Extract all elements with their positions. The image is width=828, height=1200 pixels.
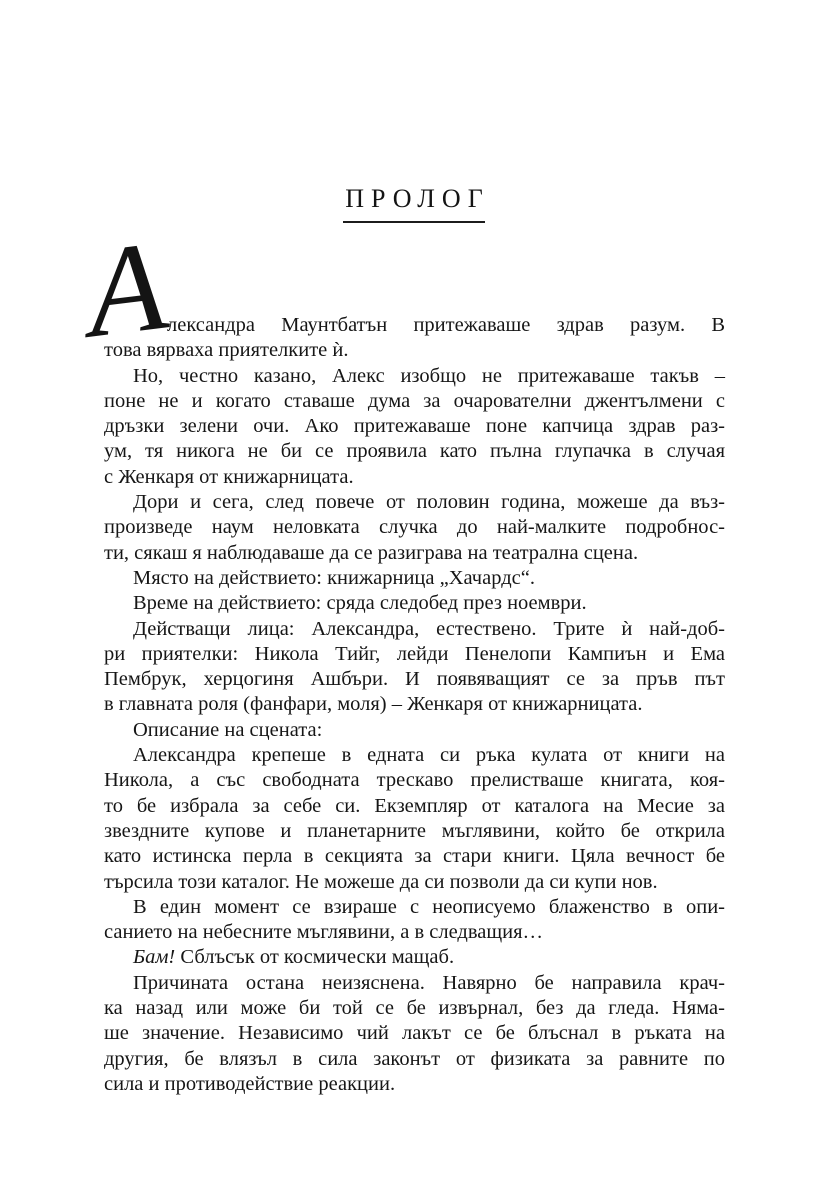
text-line: ти, сякаш я наблюдаваше да се разиграва на театрална сцена. bbox=[104, 541, 639, 564]
paragraph bbox=[104, 971, 725, 1097]
paragraph bbox=[104, 945, 725, 970]
text-line: Дори и сега, след повече от половин година, можеше да въз- bbox=[133, 491, 725, 514]
text-line: дръзки зелени очи. Ако притежаваше поне капчица здрав раз- bbox=[104, 415, 725, 438]
text-line: Действащи лица: Александра, естествено. Трите ѝ най-доб- bbox=[133, 617, 725, 640]
italic-lead-text: Бам! bbox=[133, 946, 176, 969]
paragraph bbox=[104, 895, 725, 946]
text-line: с Женкаря от книжарницата. bbox=[104, 465, 354, 488]
prologue-body-text bbox=[104, 313, 725, 1097]
text-line: произведе наум неловката случка до най-малките подробнос- bbox=[104, 516, 725, 539]
text-line: санието на небесните мъглявини, а в следващия… bbox=[104, 921, 544, 944]
text-line: В един момент се взираше с неописуемо блаженство в опи- bbox=[133, 895, 725, 918]
text-line: Описание на сцената: bbox=[133, 718, 323, 741]
paragraph bbox=[104, 364, 725, 490]
paragraph bbox=[104, 617, 725, 718]
text-line-rest: Сблъсък от космически мащаб. bbox=[180, 946, 455, 969]
text-line: сила и противодействие реакции. bbox=[104, 1072, 396, 1095]
text-line: Александра крепеше в едната си ръка кулата от книги на bbox=[133, 744, 725, 767]
title-rule bbox=[343, 221, 485, 223]
text-line: ри приятелки: Никола Тийг, лейди Пенелопи Кампиън и Ема bbox=[104, 642, 725, 665]
paragraph bbox=[104, 718, 725, 743]
drop-cap-initial: А bbox=[78, 213, 174, 365]
text-line: Но, честно казано, Алекс изобщо не притежаваше такъв – bbox=[133, 364, 725, 387]
text-line: Време на действието: сряда следобед през ноември. bbox=[133, 592, 587, 615]
text-line: поне не и когато ставаше дума за очарователни джентълмени с bbox=[104, 389, 725, 412]
paragraph bbox=[104, 490, 725, 566]
text-line: в главната роля (фанфари, моля) – Женкаря от книжарницата. bbox=[104, 693, 643, 716]
text-line: другия, бе влязъл в сила законът от физиката за равните по bbox=[104, 1047, 725, 1070]
text-line: ум, тя никога не би се проявила като пълна глупачка в случая bbox=[104, 440, 725, 463]
chapter-title: ПРОЛОГ bbox=[345, 184, 490, 213]
text-line bbox=[104, 945, 725, 970]
text-line: Място на действието: книжарница „Хачардс“. bbox=[133, 566, 535, 589]
text-line: това вярваха приятелките ѝ. bbox=[104, 339, 349, 362]
paragraph bbox=[104, 566, 725, 591]
text-line: Пембрук, херцогиня Ашбъри. И появяващият се за пръв път bbox=[104, 668, 725, 691]
paragraph bbox=[104, 591, 725, 616]
chapter-head bbox=[104, 184, 724, 223]
text-line: търсила този каталог. Не можеше да си позволи да си купи нов. bbox=[104, 870, 658, 893]
text-line: звездните купове и планетарните мъглявини, който бе открила bbox=[104, 819, 725, 842]
text-line: като истинска перла в секцията за стари книги. Цяла вечност бе bbox=[104, 845, 725, 868]
text-line: Причината остана неизяснена. Навярно бе направила крач- bbox=[133, 971, 725, 994]
text-line: ка назад или може би той се бе извърнал, без да гледа. Няма- bbox=[104, 997, 725, 1020]
paragraph bbox=[104, 313, 725, 364]
text-line: лександра Маунтбатън притежаваше здрав разум. В bbox=[167, 314, 725, 336]
text-line: Никола, а със свободната трескаво прелистваше книгата, коя- bbox=[104, 769, 725, 792]
paragraph bbox=[104, 743, 725, 895]
text-line: то бе избрала за себе си. Екземпляр от каталога на Месие за bbox=[104, 794, 725, 817]
text-line: ше значение. Независимо чий лакът се бе блъснал в ръката на bbox=[104, 1022, 725, 1045]
